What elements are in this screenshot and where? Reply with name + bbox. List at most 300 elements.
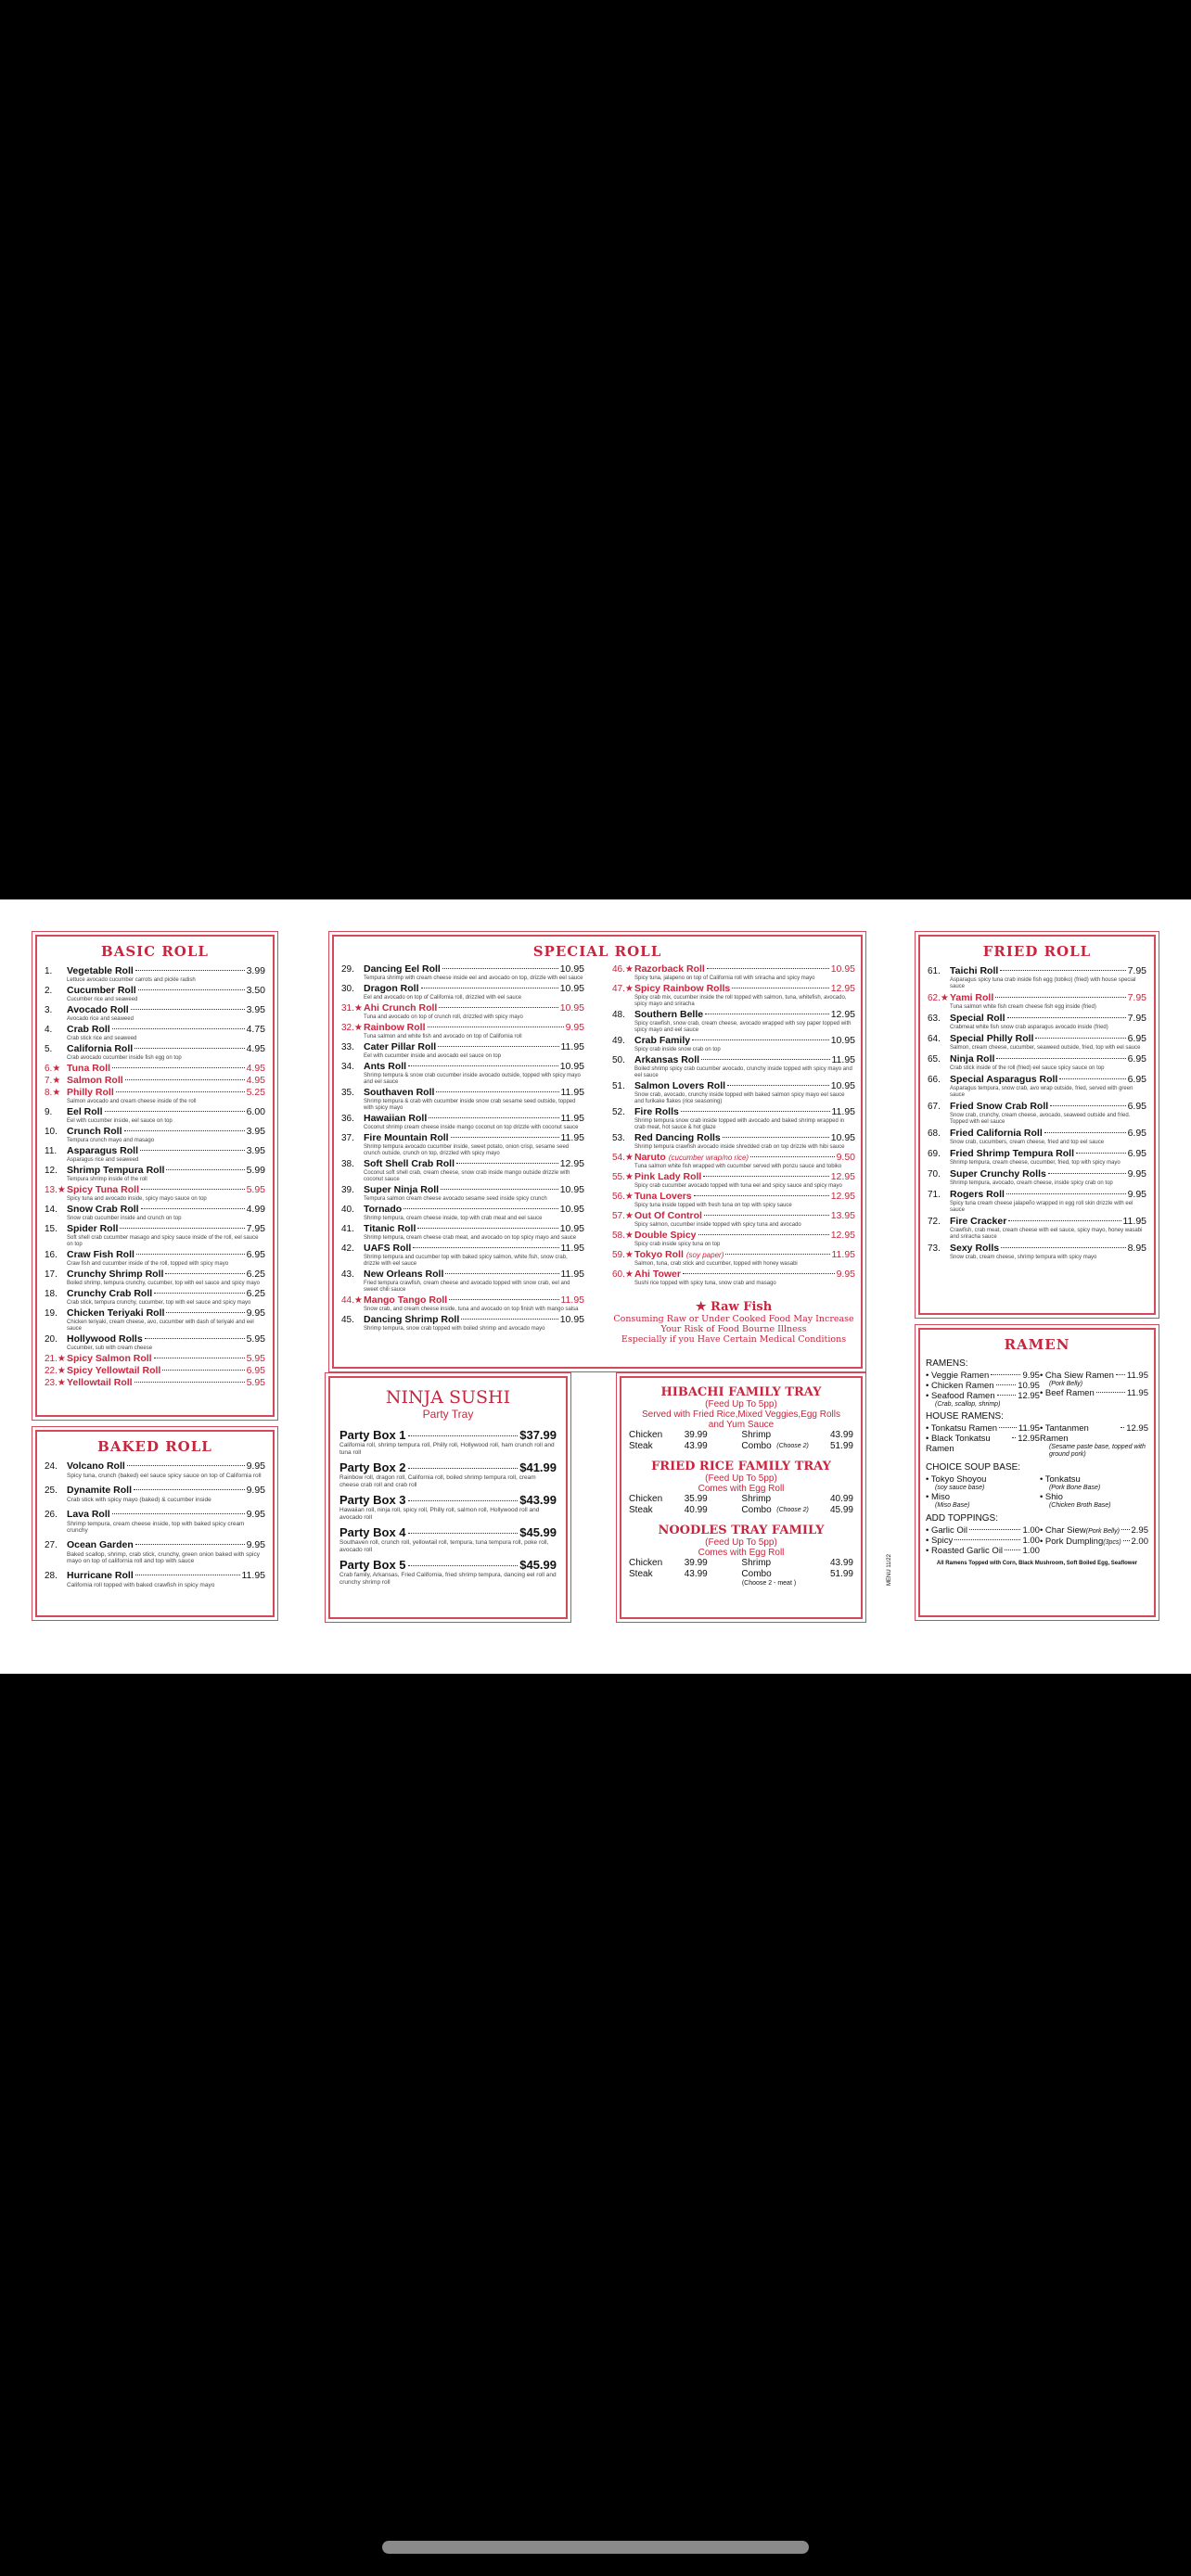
ramen-item-price: 11.95 <box>1126 1388 1148 1398</box>
item-price: 9.50 <box>836 1152 855 1163</box>
item-price: 3.95 <box>246 1126 265 1137</box>
item-number: 21.★ <box>45 1354 66 1364</box>
tray-option: Chicken <box>629 1430 663 1440</box>
menu-item <box>341 1223 584 1235</box>
menu-item <box>45 965 265 977</box>
ramen-item-name: • Veggie Ramen <box>926 1371 990 1381</box>
dot-leader <box>1005 1549 1020 1550</box>
item-price: 5.99 <box>246 1165 265 1176</box>
tray-price: 40.99 <box>684 1505 708 1515</box>
item-description: Spicy tuna and avocado inside, spicy mayo sauce on top <box>67 1196 207 1202</box>
menu-item <box>928 1101 1146 1113</box>
item-description: Asparagus spicy tuna crab inside fish egg (tobiko) (fried) with house special sauce <box>950 977 1136 989</box>
item-description: Spicy crawfish, snow crab, cream cheese, avocado wrapped with soy paper topped with spicy mayo and eel sauce <box>634 1021 852 1033</box>
dot-leader <box>1116 1374 1125 1375</box>
menu-item <box>612 1210 855 1222</box>
menu-item <box>928 1074 1146 1086</box>
item-number: 65. <box>928 1054 941 1065</box>
item-name: Crunchy Shrimp Roll <box>67 1269 164 1280</box>
item-price: 11.95 <box>560 1132 584 1143</box>
ramen-item <box>1040 1537 1148 1548</box>
menu-item <box>45 1126 265 1138</box>
dot-leader <box>969 1529 1020 1530</box>
dot-leader <box>154 1293 244 1294</box>
party-box-description: Rainbow roll, dragon roll, California roll, boiled shrimp tempura roll, cream cheese crab roll and crab roll <box>339 1474 536 1488</box>
dot-leader <box>1007 1017 1126 1018</box>
menu-item <box>45 1145 265 1157</box>
ramen-item-name: • Black Tonkatsu Ramen <box>926 1434 991 1454</box>
dot-leader <box>1121 1427 1124 1428</box>
ramen-item-note: (Sesame paste base, topped with ground pork) <box>1048 1444 1146 1458</box>
ramen-item <box>926 1546 1040 1556</box>
ramen-item-price: 2.00 <box>1131 1537 1148 1547</box>
dot-leader <box>1006 1193 1126 1194</box>
tray-price: 43.99 <box>684 1441 708 1451</box>
item-name: Tuna Lovers <box>634 1191 692 1202</box>
menu-item <box>341 1132 584 1144</box>
item-number: 23.★ <box>45 1378 66 1388</box>
item-number: 1. <box>45 966 53 976</box>
menu-item <box>341 983 584 995</box>
dot-leader <box>954 1539 1020 1540</box>
item-name: Dancing Shrimp Roll <box>364 1314 460 1325</box>
menu-item <box>612 1132 855 1144</box>
item-price: 9.95 <box>565 1022 584 1033</box>
item-name: Craw Fish Roll <box>67 1249 134 1260</box>
ramen-left-column <box>926 1371 1040 1408</box>
item-description: Coconut soft shell crab, cream cheese, snow crab inside mango outside drizzle with coconut sauce <box>364 1170 570 1182</box>
dot-leader <box>116 1091 245 1092</box>
party-box-price: $45.99 <box>519 1525 557 1539</box>
menu-item <box>612 1249 855 1261</box>
dot-leader <box>995 997 1125 998</box>
item-name: Asparagus Roll <box>67 1145 139 1156</box>
menu-item <box>928 1243 1146 1255</box>
tray-title: FRIED RICE FAMILY TRAY <box>651 1460 831 1473</box>
item-number: 62.★ <box>928 993 949 1003</box>
ramen-item-price: 1.00 <box>1022 1525 1040 1536</box>
item-price: 5.95 <box>246 1184 265 1195</box>
tray-option: Steak <box>629 1441 653 1451</box>
tray-subtitle: and Yum Sauce <box>708 1420 775 1430</box>
ninja-sushi-title: NINJA SUSHI <box>385 1387 511 1408</box>
menu-item <box>612 1152 855 1164</box>
item-number: 7.★ <box>45 1076 61 1086</box>
item-name: Cater Pillar Roll <box>364 1041 437 1052</box>
dot-leader <box>439 1007 557 1008</box>
party-box-item <box>339 1525 557 1539</box>
menu-item <box>45 1063 265 1075</box>
item-description: Salmon avocado and cream cheese inside of the roll <box>67 1099 197 1104</box>
dot-leader <box>1076 1153 1126 1154</box>
item-name: Rogers Roll <box>950 1189 1005 1200</box>
ramen-section-label: CHOICE SOUP BASE: <box>926 1462 1021 1473</box>
item-number: 24. <box>45 1461 58 1472</box>
raw-fish-title: ★ Raw Fish <box>695 1300 773 1314</box>
item-price: 11.95 <box>560 1113 584 1124</box>
item-price: 11.95 <box>560 1269 584 1280</box>
item-number: 10. <box>45 1127 58 1137</box>
menu-item <box>45 1485 265 1497</box>
item-name: Fire Cracker <box>950 1216 1007 1227</box>
dot-leader <box>698 1234 829 1235</box>
menu-item <box>612 1171 855 1183</box>
item-description: Tuna salmon and white fish and avocado on top of California roll <box>364 1034 522 1039</box>
item-name: Mango Tango Roll <box>364 1294 448 1306</box>
ramen-item-price: 10.95 <box>1018 1381 1040 1391</box>
tray-price: 43.99 <box>829 1430 853 1440</box>
dot-leader <box>1050 1105 1125 1106</box>
ramen-section-label: HOUSE RAMENS: <box>926 1411 1004 1422</box>
dot-leader <box>461 1319 557 1320</box>
item-name: UAFS Roll <box>364 1243 412 1254</box>
item-note: (soy paper) <box>685 1251 724 1259</box>
item-price: 3.95 <box>246 1004 265 1015</box>
item-description: Snow crab, cucumbers, cream cheese, fried and top eel sauce <box>950 1140 1105 1145</box>
menu-item <box>341 1184 584 1196</box>
menu-item <box>341 963 584 976</box>
menu-item <box>341 1022 584 1034</box>
tray-option: Chicken <box>629 1558 663 1568</box>
item-description: Salmon, tuna, crab stick and cucumber, topped with honey wasabi <box>634 1261 798 1267</box>
item-price: 7.95 <box>246 1223 265 1234</box>
ramen-item <box>1040 1371 1148 1381</box>
item-number: 26. <box>45 1510 58 1520</box>
tray-footnote: (Choose 2 - meat ) <box>741 1580 797 1587</box>
menu-item <box>928 1053 1146 1065</box>
item-description: Salmon, cream cheese, cucumber, seaweed outside, fried, top with eel sauce <box>950 1045 1141 1051</box>
menu-item <box>341 1294 584 1307</box>
dot-leader <box>1059 1078 1125 1079</box>
item-number: 40. <box>341 1205 354 1215</box>
dot-leader <box>456 1163 558 1164</box>
dot-leader <box>1044 1132 1126 1133</box>
item-number: 3. <box>45 1005 53 1015</box>
dot-leader <box>1096 1392 1125 1393</box>
item-price: 9.95 <box>1127 1168 1146 1180</box>
menu-item <box>928 1189 1146 1201</box>
item-description: Chicken teriyaki, cream cheese, avo, cucumber with dash of teriyaki and eel sauce <box>67 1320 254 1332</box>
tray-option: Shrimp <box>741 1430 772 1440</box>
item-number: 60.★ <box>612 1269 634 1280</box>
dot-leader <box>999 1427 1017 1428</box>
dot-leader <box>112 1513 245 1514</box>
item-name: Ahi Crunch Roll <box>364 1002 438 1014</box>
item-price: 6.25 <box>246 1269 265 1280</box>
menu-item <box>45 1087 265 1099</box>
item-description: Avocado rice and seaweed <box>67 1016 134 1022</box>
raw-fish-line-2: Your Risk of Food Bourne Illness <box>660 1324 807 1334</box>
item-name: New Orleans Roll <box>364 1269 444 1280</box>
item-description: Asparagus rice and seaweed <box>67 1157 139 1163</box>
item-name: Eel Roll <box>67 1106 103 1117</box>
menu-item <box>45 1288 265 1300</box>
raw-fish-line-1: Consuming Raw or Under Cooked Food May Increase <box>613 1314 854 1324</box>
ramen-item <box>926 1525 1040 1536</box>
item-name: Double Spicy <box>634 1230 697 1241</box>
item-price: 7.95 <box>1127 1013 1146 1024</box>
tray-subtitle: Comes with Egg Roll <box>698 1484 785 1494</box>
item-name: Crunch Roll <box>67 1126 122 1137</box>
dot-leader <box>135 1544 245 1545</box>
ramen-left-column <box>926 1525 1040 1556</box>
item-name: Hollywood Rolls <box>67 1333 143 1345</box>
item-price: 11.95 <box>560 1041 584 1052</box>
item-price: 3.99 <box>246 965 265 976</box>
party-box-description: Hawaiian roll, ninja roll, spicy roll, Philly roll, salmon roll, Hollywood roll and avocado roll <box>339 1507 540 1521</box>
tray-option: Shrimp <box>741 1558 772 1568</box>
item-name: Fire Rolls <box>634 1106 679 1117</box>
ramen-item-name: • Pork Dumpling <box>1039 1537 1104 1547</box>
dot-leader <box>701 1059 829 1060</box>
ramen-item <box>926 1434 1040 1454</box>
dot-leader <box>1000 970 1125 971</box>
item-description: Crab avocado cucumber inside fish egg on top <box>67 1055 182 1061</box>
item-number: 70. <box>928 1169 941 1180</box>
item-number: 64. <box>928 1034 941 1044</box>
item-price: 9.95 <box>1127 1189 1146 1200</box>
party-box-item <box>339 1558 557 1572</box>
item-description: Lettuce avocado cucumber carrots and pickle radish <box>67 977 196 983</box>
item-name: Fire Mountain Roll <box>364 1132 449 1143</box>
item-number: 45. <box>341 1315 354 1325</box>
special-roll-left-column <box>341 963 584 1333</box>
item-name: Snow Crab Roll <box>67 1204 139 1215</box>
item-number: 19. <box>45 1308 58 1319</box>
item-number: 5. <box>45 1044 53 1054</box>
item-name: Hawaiian Roll <box>364 1113 428 1124</box>
item-name: Sexy Rolls <box>950 1243 1000 1254</box>
item-description: Eel with cucumber inside and avocado eel sauce on top <box>364 1053 502 1059</box>
tray-option: Shrimp <box>741 1494 772 1504</box>
menu-item <box>341 1041 584 1053</box>
item-price: 10.95 <box>559 983 584 994</box>
ramen-item-price: 12.95 <box>1126 1423 1148 1434</box>
item-name: Pink Lady Roll <box>634 1171 702 1182</box>
dot-leader <box>996 1384 1017 1385</box>
item-description: Shrimp tempura avocado cucumber inside, sweet potato, onion crisp, sesame seed crunch outside, crunch on top, drizzled with spicy mayo <box>364 1144 570 1156</box>
item-price: 6.25 <box>246 1288 265 1299</box>
ramen-right-column <box>1040 1474 1148 1510</box>
item-number: 18. <box>45 1289 58 1299</box>
ramen-item <box>1040 1492 1148 1502</box>
item-number: 29. <box>341 964 354 975</box>
party-box-name: Party Box 2 <box>339 1460 406 1474</box>
fried-roll-title: FRIED ROLL <box>982 943 1092 960</box>
item-price: 10.95 <box>830 963 855 975</box>
item-number: 12. <box>45 1166 58 1176</box>
dot-leader <box>105 1111 245 1112</box>
item-price: 7.95 <box>1127 965 1146 976</box>
item-number: 17. <box>45 1269 58 1280</box>
tray-option: Chicken <box>629 1494 663 1504</box>
menu-item <box>45 1539 265 1551</box>
item-description: Spicy crab mix, cucumber inside the roll topped with salmon, tuna, whitefish, avocado, spicy mayo and sriracha <box>634 995 847 1007</box>
item-number: 63. <box>928 1014 941 1024</box>
item-name: Ahi Tower <box>634 1269 681 1280</box>
item-name: Spicy Rainbow Rolls <box>634 983 731 994</box>
item-number: 52. <box>612 1107 625 1117</box>
item-name: Super Crunchy Rolls <box>950 1168 1046 1180</box>
ramen-item-note: (soy sauce base) <box>935 1485 985 1491</box>
item-price: 11.95 <box>560 1087 584 1098</box>
item-number: 16. <box>45 1250 58 1260</box>
tray-note: (Choose 2) <box>776 1507 809 1513</box>
ramen-item-name: • Tonkatsu Ramen <box>926 1423 998 1434</box>
party-box-item <box>339 1493 557 1507</box>
dot-leader <box>134 1382 245 1383</box>
dot-leader <box>1121 1529 1130 1530</box>
dot-leader <box>140 1150 245 1151</box>
menu-item <box>928 1168 1146 1180</box>
party-box-name: Party Box 5 <box>339 1558 406 1572</box>
menu-item <box>45 1509 265 1521</box>
item-number: 71. <box>928 1190 941 1200</box>
item-name: Cucumber Roll <box>67 985 136 996</box>
ramen-item <box>1040 1423 1148 1444</box>
item-number: 39. <box>341 1185 354 1195</box>
item-description: Spicy tuna cream cheese jalapeño wrapped in egg roll skin drizzle with eel sauce <box>950 1201 1133 1213</box>
item-price: 5.95 <box>246 1377 265 1388</box>
ramen-item <box>926 1474 1040 1485</box>
item-name: Fried Shrimp Tempura Roll <box>950 1148 1074 1159</box>
item-number: 61. <box>928 966 941 976</box>
dot-leader <box>408 1468 519 1469</box>
ninja-sushi-subtitle: Party Tray <box>422 1408 474 1421</box>
item-description: Shrimp tempura, avocado, cream cheese, inside spicy crab on top <box>950 1180 1113 1186</box>
dot-leader <box>127 1465 245 1466</box>
ramen-two-column <box>926 1371 1148 1408</box>
item-number: 73. <box>928 1243 941 1254</box>
menu-item <box>341 1113 584 1125</box>
tray-price: 43.99 <box>684 1569 708 1579</box>
menu-item <box>45 1249 265 1261</box>
menu-item <box>45 1365 265 1377</box>
item-name: Special Asparagus Roll <box>950 1074 1058 1085</box>
tray-title: NOODLES TRAY FAMILY <box>658 1524 825 1537</box>
item-description: Tuna salmon white fish wrapped with cucumber served with ponzu sauce and tobiko <box>634 1164 842 1169</box>
baked-roll-list <box>45 1460 265 1588</box>
dot-leader <box>1008 1220 1121 1221</box>
item-price: 10.95 <box>559 1204 584 1215</box>
dot-leader <box>707 968 829 969</box>
menu-item <box>45 1570 265 1582</box>
item-number: 9. <box>45 1107 53 1117</box>
item-description: Eel with cucumber inside, eel sauce on top <box>67 1118 173 1124</box>
item-name: Super Ninja Roll <box>364 1184 440 1195</box>
menu-item <box>45 1460 265 1473</box>
tray-price: 43.99 <box>829 1558 853 1568</box>
item-price: 4.95 <box>246 1043 265 1054</box>
menu-item <box>612 963 855 976</box>
item-description: Shrimp tempura crawfish avocado inside shredded crab on top drizzle with hibi sauce <box>634 1144 845 1150</box>
item-name: Red Dancing Rolls <box>634 1132 721 1143</box>
item-number: 51. <box>612 1081 625 1091</box>
dot-leader <box>403 1208 558 1209</box>
party-box-name: Party Box 1 <box>339 1428 406 1442</box>
item-price: 6.95 <box>246 1249 265 1260</box>
dot-leader <box>442 968 558 969</box>
menu-item <box>612 1009 855 1021</box>
dot-leader <box>134 1489 245 1490</box>
item-name: Crab Family <box>634 1035 691 1046</box>
menu-item <box>928 1033 1146 1045</box>
dot-leader <box>1001 1247 1125 1248</box>
item-price: 12.95 <box>830 1191 855 1202</box>
dot-leader <box>120 1228 244 1229</box>
item-price: 13.95 <box>830 1210 855 1221</box>
item-price: 6.95 <box>1127 1033 1146 1044</box>
tray-option: Steak <box>629 1505 653 1515</box>
item-number: 30. <box>341 984 354 994</box>
item-price: 5.95 <box>246 1333 265 1345</box>
dot-leader <box>166 1169 244 1170</box>
item-description: Asparagus tempura, snow crab, avo wrap outside, fried, served with green sauce <box>950 1086 1133 1098</box>
item-description: Crab stick, tempura crunchy, cucumber, top with eel sauce and spicy mayo <box>67 1300 251 1306</box>
item-name: Southern Belle <box>634 1009 704 1020</box>
home-indicator[interactable] <box>382 2541 809 2554</box>
ramen-item-name: • Char Siew <box>1039 1525 1086 1536</box>
tray-price: 40.99 <box>829 1494 853 1504</box>
item-price: 10.95 <box>559 963 584 975</box>
dot-leader <box>136 1254 245 1255</box>
item-description: Shrimp tempura, cream cheese inside, top with baked spicy cream crunchy <box>67 1521 245 1534</box>
item-number: 44.★ <box>341 1295 363 1306</box>
item-description: Shrimp tempura & crab with cucumber inside snow crab sesame seed outside, topped with spicy mayo <box>364 1099 576 1111</box>
item-number: 48. <box>612 1010 625 1020</box>
item-price: 9.95 <box>246 1460 265 1472</box>
menu-item <box>45 1204 265 1216</box>
item-name: Naruto <box>634 1152 666 1163</box>
item-price: 9.95 <box>246 1485 265 1496</box>
dot-leader <box>1123 1540 1130 1541</box>
item-name: Hurricane Roll <box>67 1570 134 1581</box>
menu-item <box>341 1243 584 1255</box>
item-name: Fried Snow Crab Roll <box>950 1101 1049 1112</box>
item-name: Salmon Lovers Roll <box>634 1080 726 1091</box>
item-price: 10.95 <box>830 1132 855 1143</box>
item-description: Spicy crab inside spicy tuna on top <box>634 1242 721 1247</box>
item-number: 46.★ <box>612 964 634 975</box>
dot-leader <box>692 1039 829 1040</box>
ramen-right-column <box>1040 1371 1148 1408</box>
menu-item <box>341 1204 584 1216</box>
menu-item <box>612 1230 855 1242</box>
party-box-description: Southaven roll, crunch roll, yellowtail roll, tempura, tuna tempura roll, poke roll, avocado roll <box>339 1539 549 1553</box>
item-number: 38. <box>341 1159 354 1169</box>
ramen-section-label: RAMENS: <box>926 1358 968 1369</box>
menu-code: MENU 11/22 <box>887 1554 892 1586</box>
item-description: Snow crab, and cream cheese inside, tuna and avocado on top finish with mango salsa <box>364 1307 579 1312</box>
ramen-item-price: 11.95 <box>1126 1371 1148 1381</box>
ramen-item-note: (Pork Bone Base) <box>1048 1485 1101 1491</box>
ramen-item-note: (3pcs) <box>1103 1539 1121 1546</box>
item-name: Fried California Roll <box>950 1128 1043 1139</box>
party-box-list <box>339 1428 557 1587</box>
item-description: Snow crab, cream cheese, shrimp tempura with spicy mayo <box>950 1255 1097 1260</box>
ramen-panel <box>918 1328 1156 1617</box>
ramen-left-column <box>926 1474 1040 1510</box>
item-description: Soft shell crab cucumber masago and spicy sauce inside of the roll, eel sauce on top <box>67 1235 259 1247</box>
menu-item <box>45 1024 265 1036</box>
ramen-item-price: 11.95 <box>1018 1423 1040 1434</box>
item-number: 4. <box>45 1025 53 1035</box>
menu-item <box>341 1087 584 1099</box>
tray-row <box>629 1494 853 1505</box>
item-name: Tuna Roll <box>67 1063 111 1074</box>
item-name: Arkansas Roll <box>634 1054 700 1065</box>
item-number: 41. <box>341 1224 354 1234</box>
